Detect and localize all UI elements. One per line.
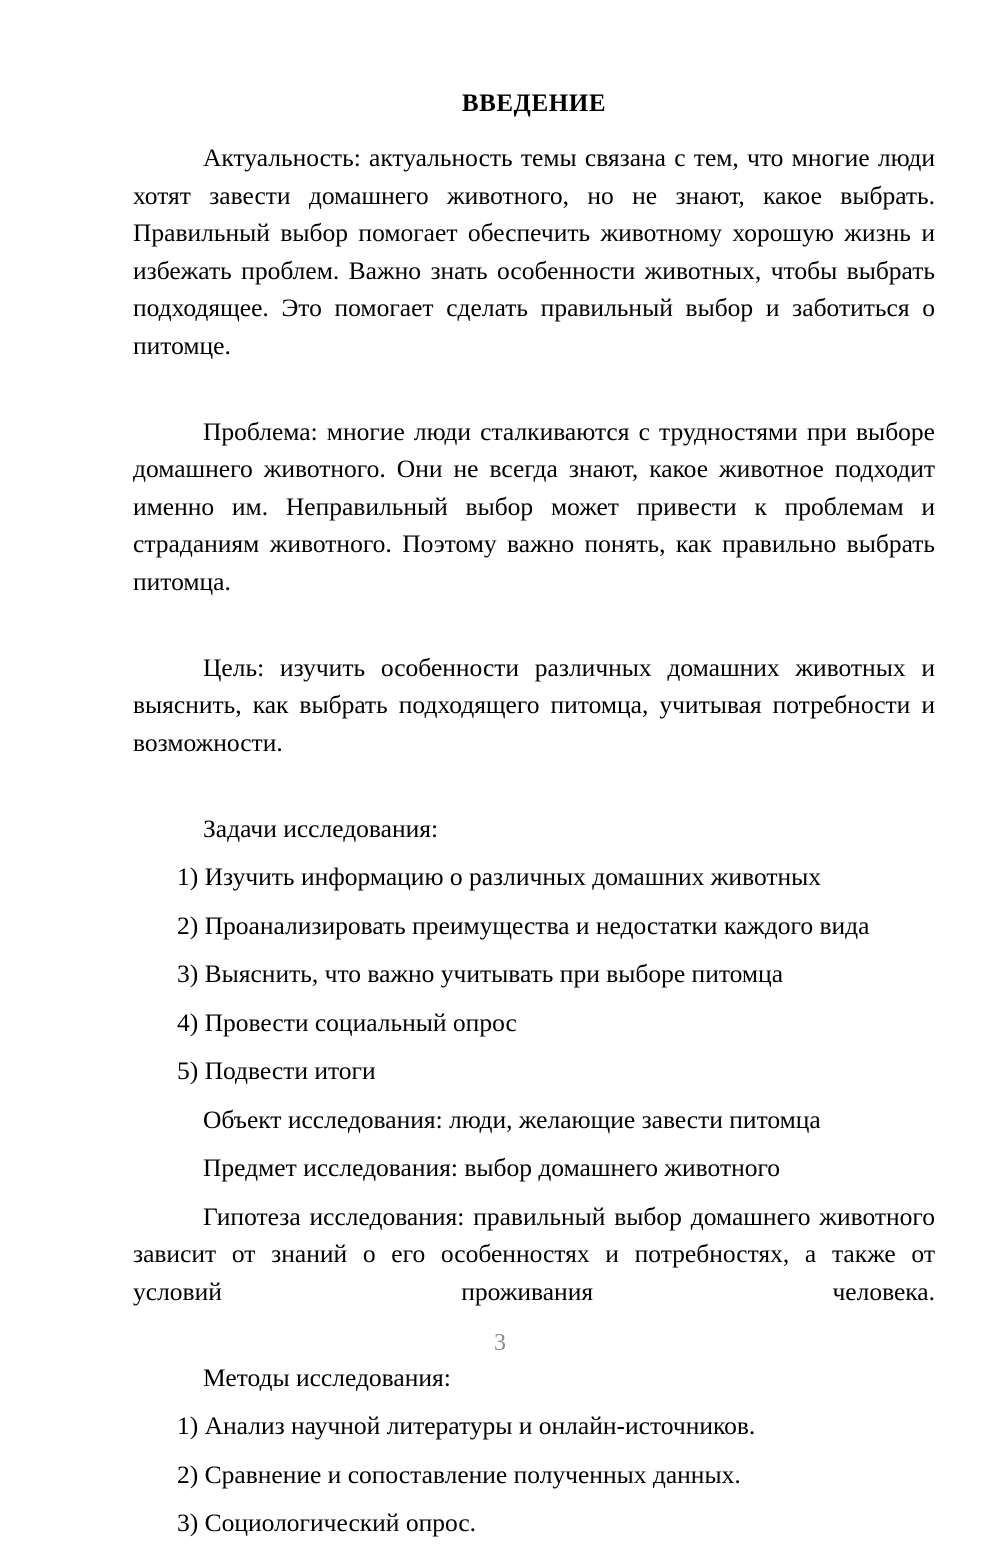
list-item: 2) Проанализировать преимущества и недостатки каждого вида [177, 910, 870, 940]
paragraph-object: Объект исследования: люди, желающие завести питомца [203, 1104, 821, 1134]
page-number: 3 [494, 1330, 506, 1356]
list-item: 3) Выяснить, что важно учитывать при выборе питомца [177, 959, 784, 989]
paragraph-subject: Предмет исследования: выбор домашнего животного [203, 1153, 781, 1183]
heading-tasks: Задачи исследования: [203, 813, 439, 843]
paragraph-goal: Цель: изучить особенности различных домашних животных и выяснить, как выбрать подходящего питомца, учитывая потребности и возможности. [133, 652, 935, 757]
list-item: 3) Социологический опрос. [177, 1508, 477, 1538]
list-item: 1) Изучить информацию о различных домашних животных [177, 862, 822, 892]
paragraph-relevance: Актуальность: актуальность темы связана с тем, что многие люди хотят завести домашнего животного, но не знают, какое выбрать. Правильный выбор помогает обеспечить животному хорошую жизнь и избежать проблем. Важно знать особенности животных, чтобы выбрать подходящее. Это помогает сделать правильный выбор и заботиться о питомце. [133, 143, 935, 360]
list-item: 5) Подвести итоги [177, 1056, 376, 1086]
list-item: 2) Сравнение и сопоставление полученных данных. [177, 1459, 741, 1489]
list-item: 4) Провести социальный опрос [177, 1007, 517, 1037]
list-item: 1) Анализ научной литературы и онлайн-источников. [177, 1411, 756, 1441]
paragraph-hypothesis: Гипотеза исследования: правильный выбор домашнего животного зависит от знаний о его особенностях и потребностях, а также от условий проживания человека. [133, 1201, 935, 1306]
paragraph-problem: Проблема: многие люди сталкиваются с трудностями при выборе домашнего животного. Они не всегда знают, какое животное подходит именно им. Неправильный выбор может привести к проблемам и страданиям животного. Поэтому важно понять, как правильно выбрать питомца. [133, 416, 935, 596]
heading-methods: Методы исследования: [203, 1362, 451, 1392]
page-title: ВВЕДЕНИЕ [461, 90, 607, 117]
